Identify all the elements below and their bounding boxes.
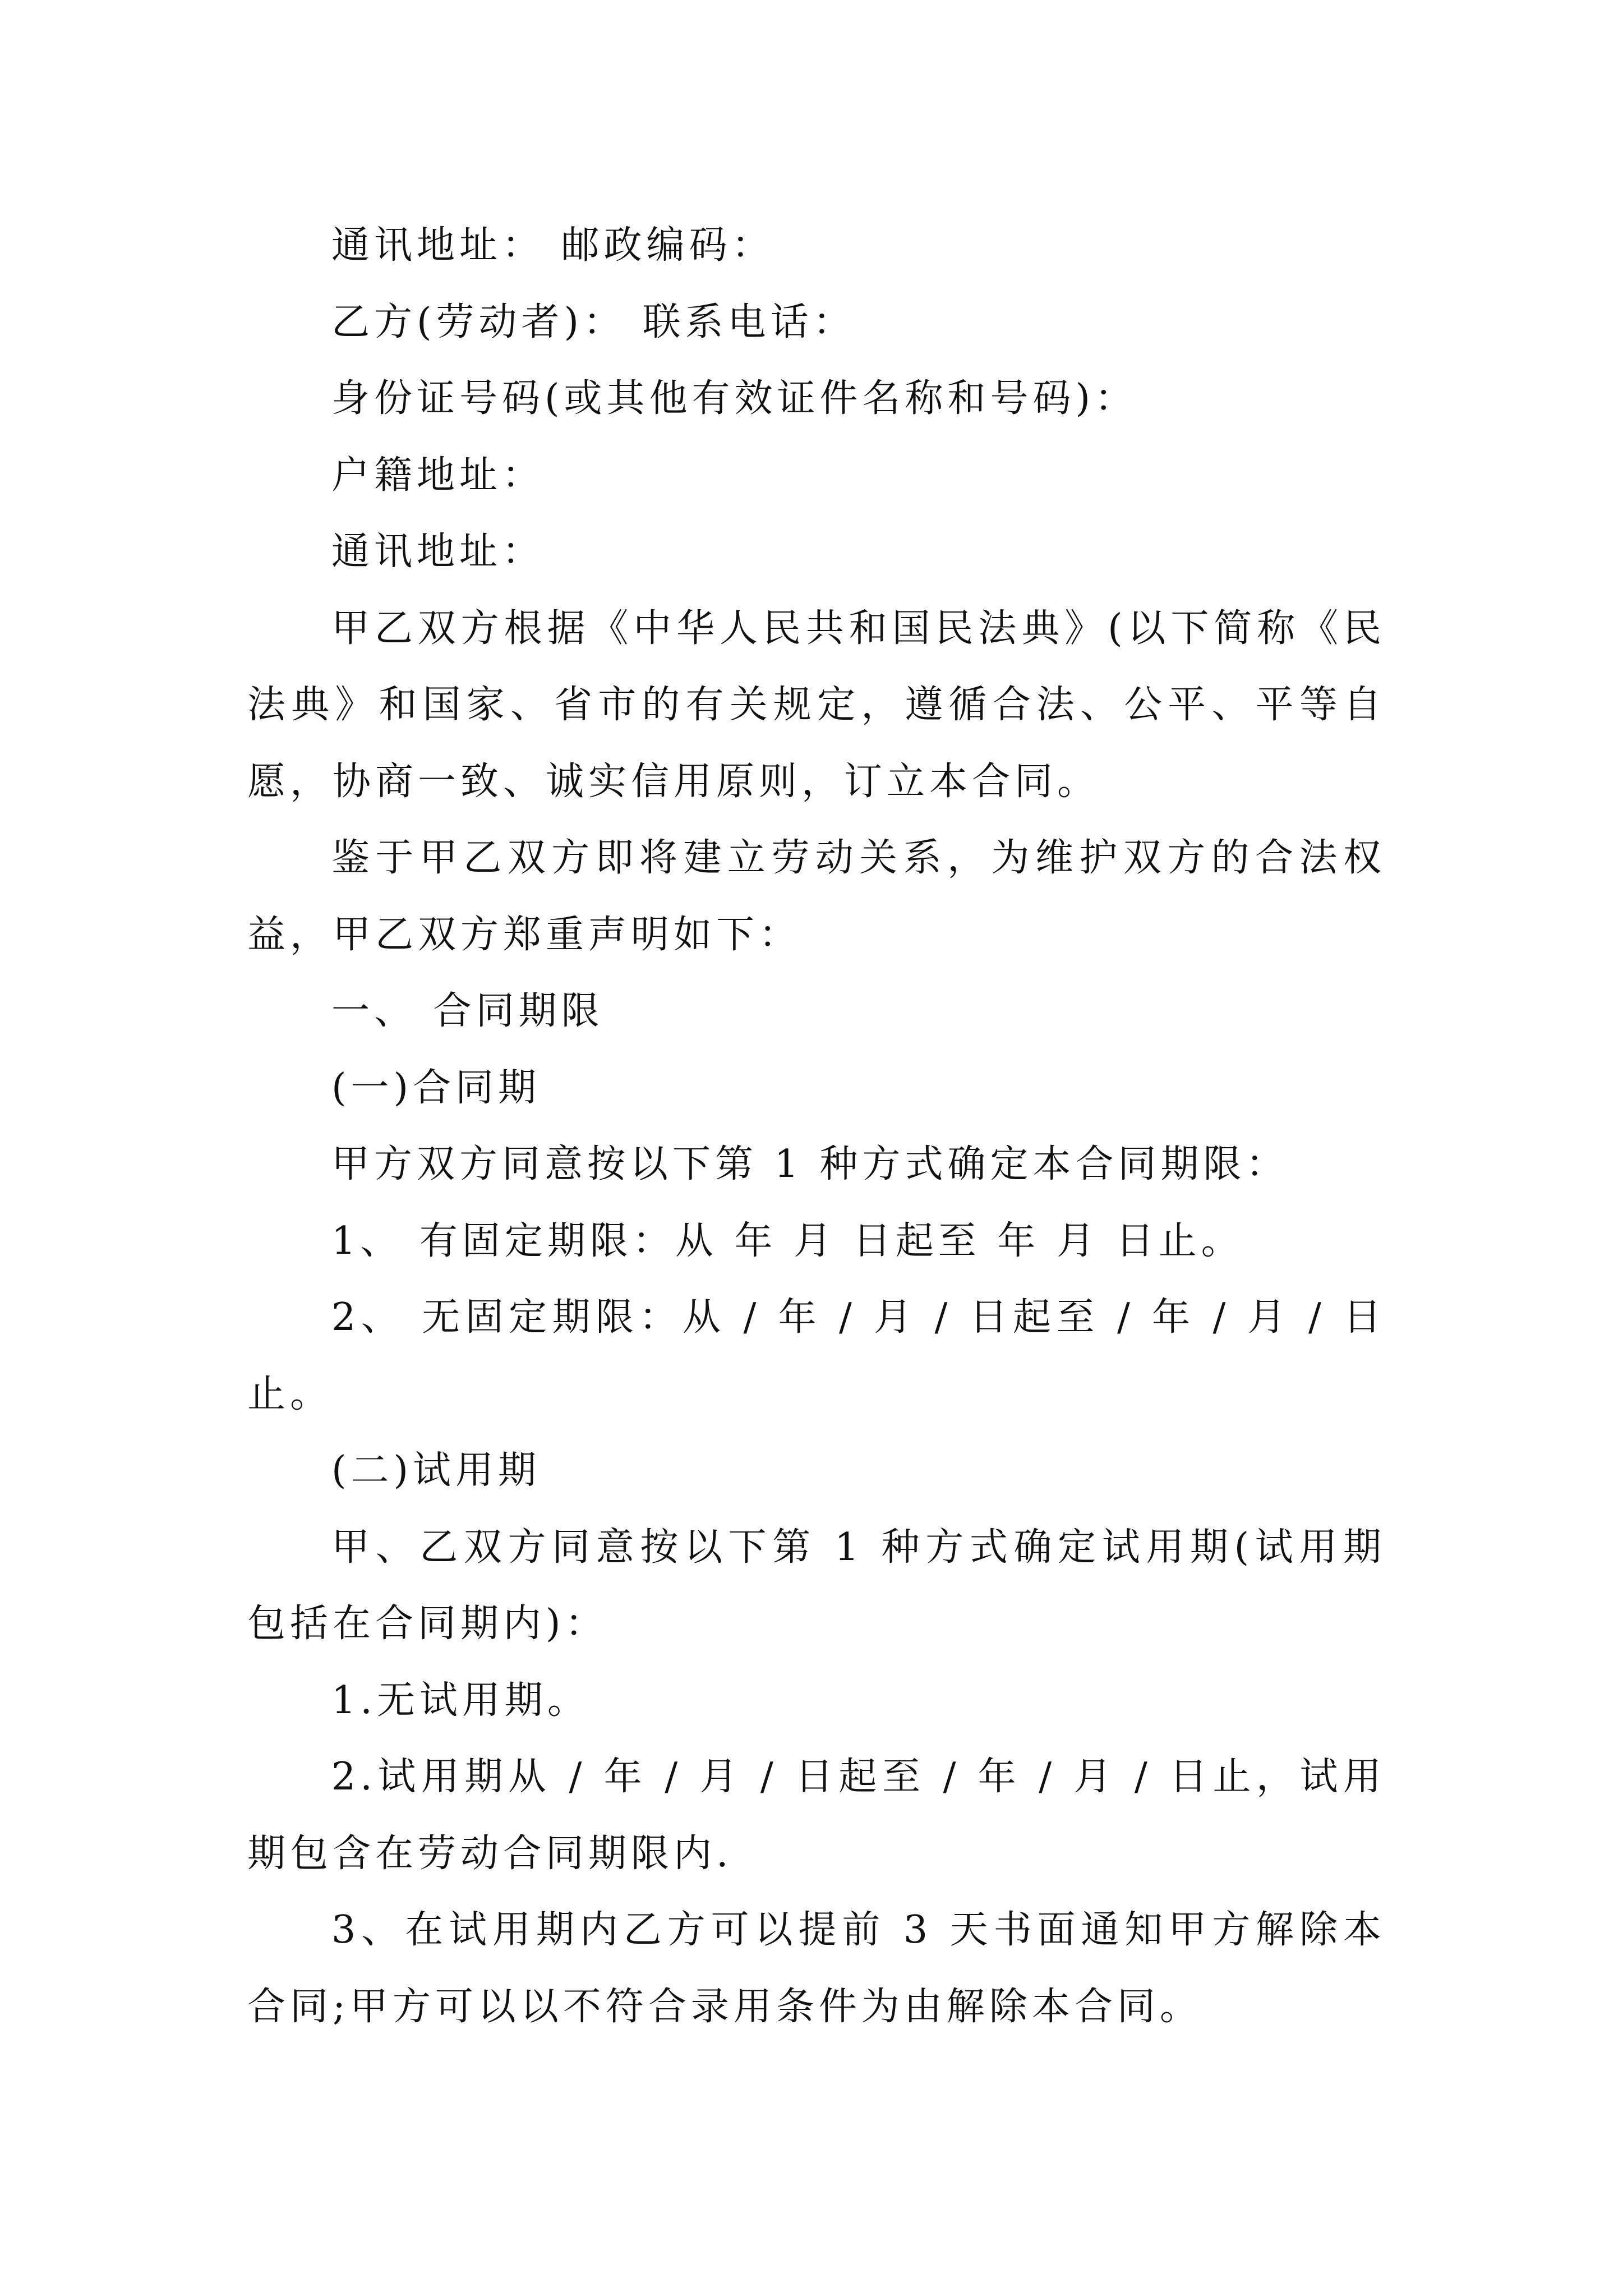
no-probation-item: 1.无试用期。 <box>331 1678 590 1723</box>
section-heading-contract-term: 一、 合同期限 <box>331 989 604 1033</box>
declaration-paragraph: 鉴于甲乙双方即将建立劳动关系，为维护双方的合法权益，甲乙双方郑重声明如下： <box>247 836 1386 957</box>
probation-termination-item: 3、在试用期内乙方可以提前 3 天书面通知甲方解除本合同;甲方可以以不符合录用条件为由解除本合同。 <box>247 1908 1386 2029</box>
open-term-item: 2、 无固定期限：从 / 年 / 月 / 日起至 / 年 / 月 / 日止。 <box>247 1295 1386 1416</box>
mailing-address-postcode-line: 通讯地址： 邮政编码： <box>331 223 774 268</box>
party-b-phone-line: 乙方(劳动者)： 联系电话： <box>331 300 856 344</box>
term-method-paragraph: 甲方双方同意按以下第 1 种方式确定本合同期限： <box>331 1142 1289 1186</box>
probation-period-item: 2.试用期从 / 年 / 月 / 日起至 / 年 / 月 / 日止，试用期包含在劳动合同期限内. <box>247 1755 1386 1876</box>
subsection-contract-period: (一)合同期 <box>331 1065 541 1110</box>
fixed-term-item: 1、 有固定期限：从 年 月 日起至 年 月 日止。 <box>331 1218 1244 1263</box>
household-address-line: 户籍地址： <box>331 453 545 498</box>
mailing-address-line: 通讯地址： <box>331 530 545 574</box>
subsection-probation: (二)试用期 <box>331 1448 541 1493</box>
document-body <box>247 208 1386 2045</box>
id-number-line: 身份证号码(或其他有效证件名称和号码)： <box>331 376 1138 421</box>
legal-basis-paragraph: 甲乙双方根据《中华人民共和国民法典》(以下简称《民法典》和国家、省市的有关规定，遵循合法、公平、平等自愿，协商一致、诚实信用原则，订立本合同。 <box>247 606 1386 804</box>
probation-method-paragraph: 甲、乙双方同意按以下第 1 种方式确定试用期(试用期包括在合同期内)： <box>247 1525 1386 1646</box>
